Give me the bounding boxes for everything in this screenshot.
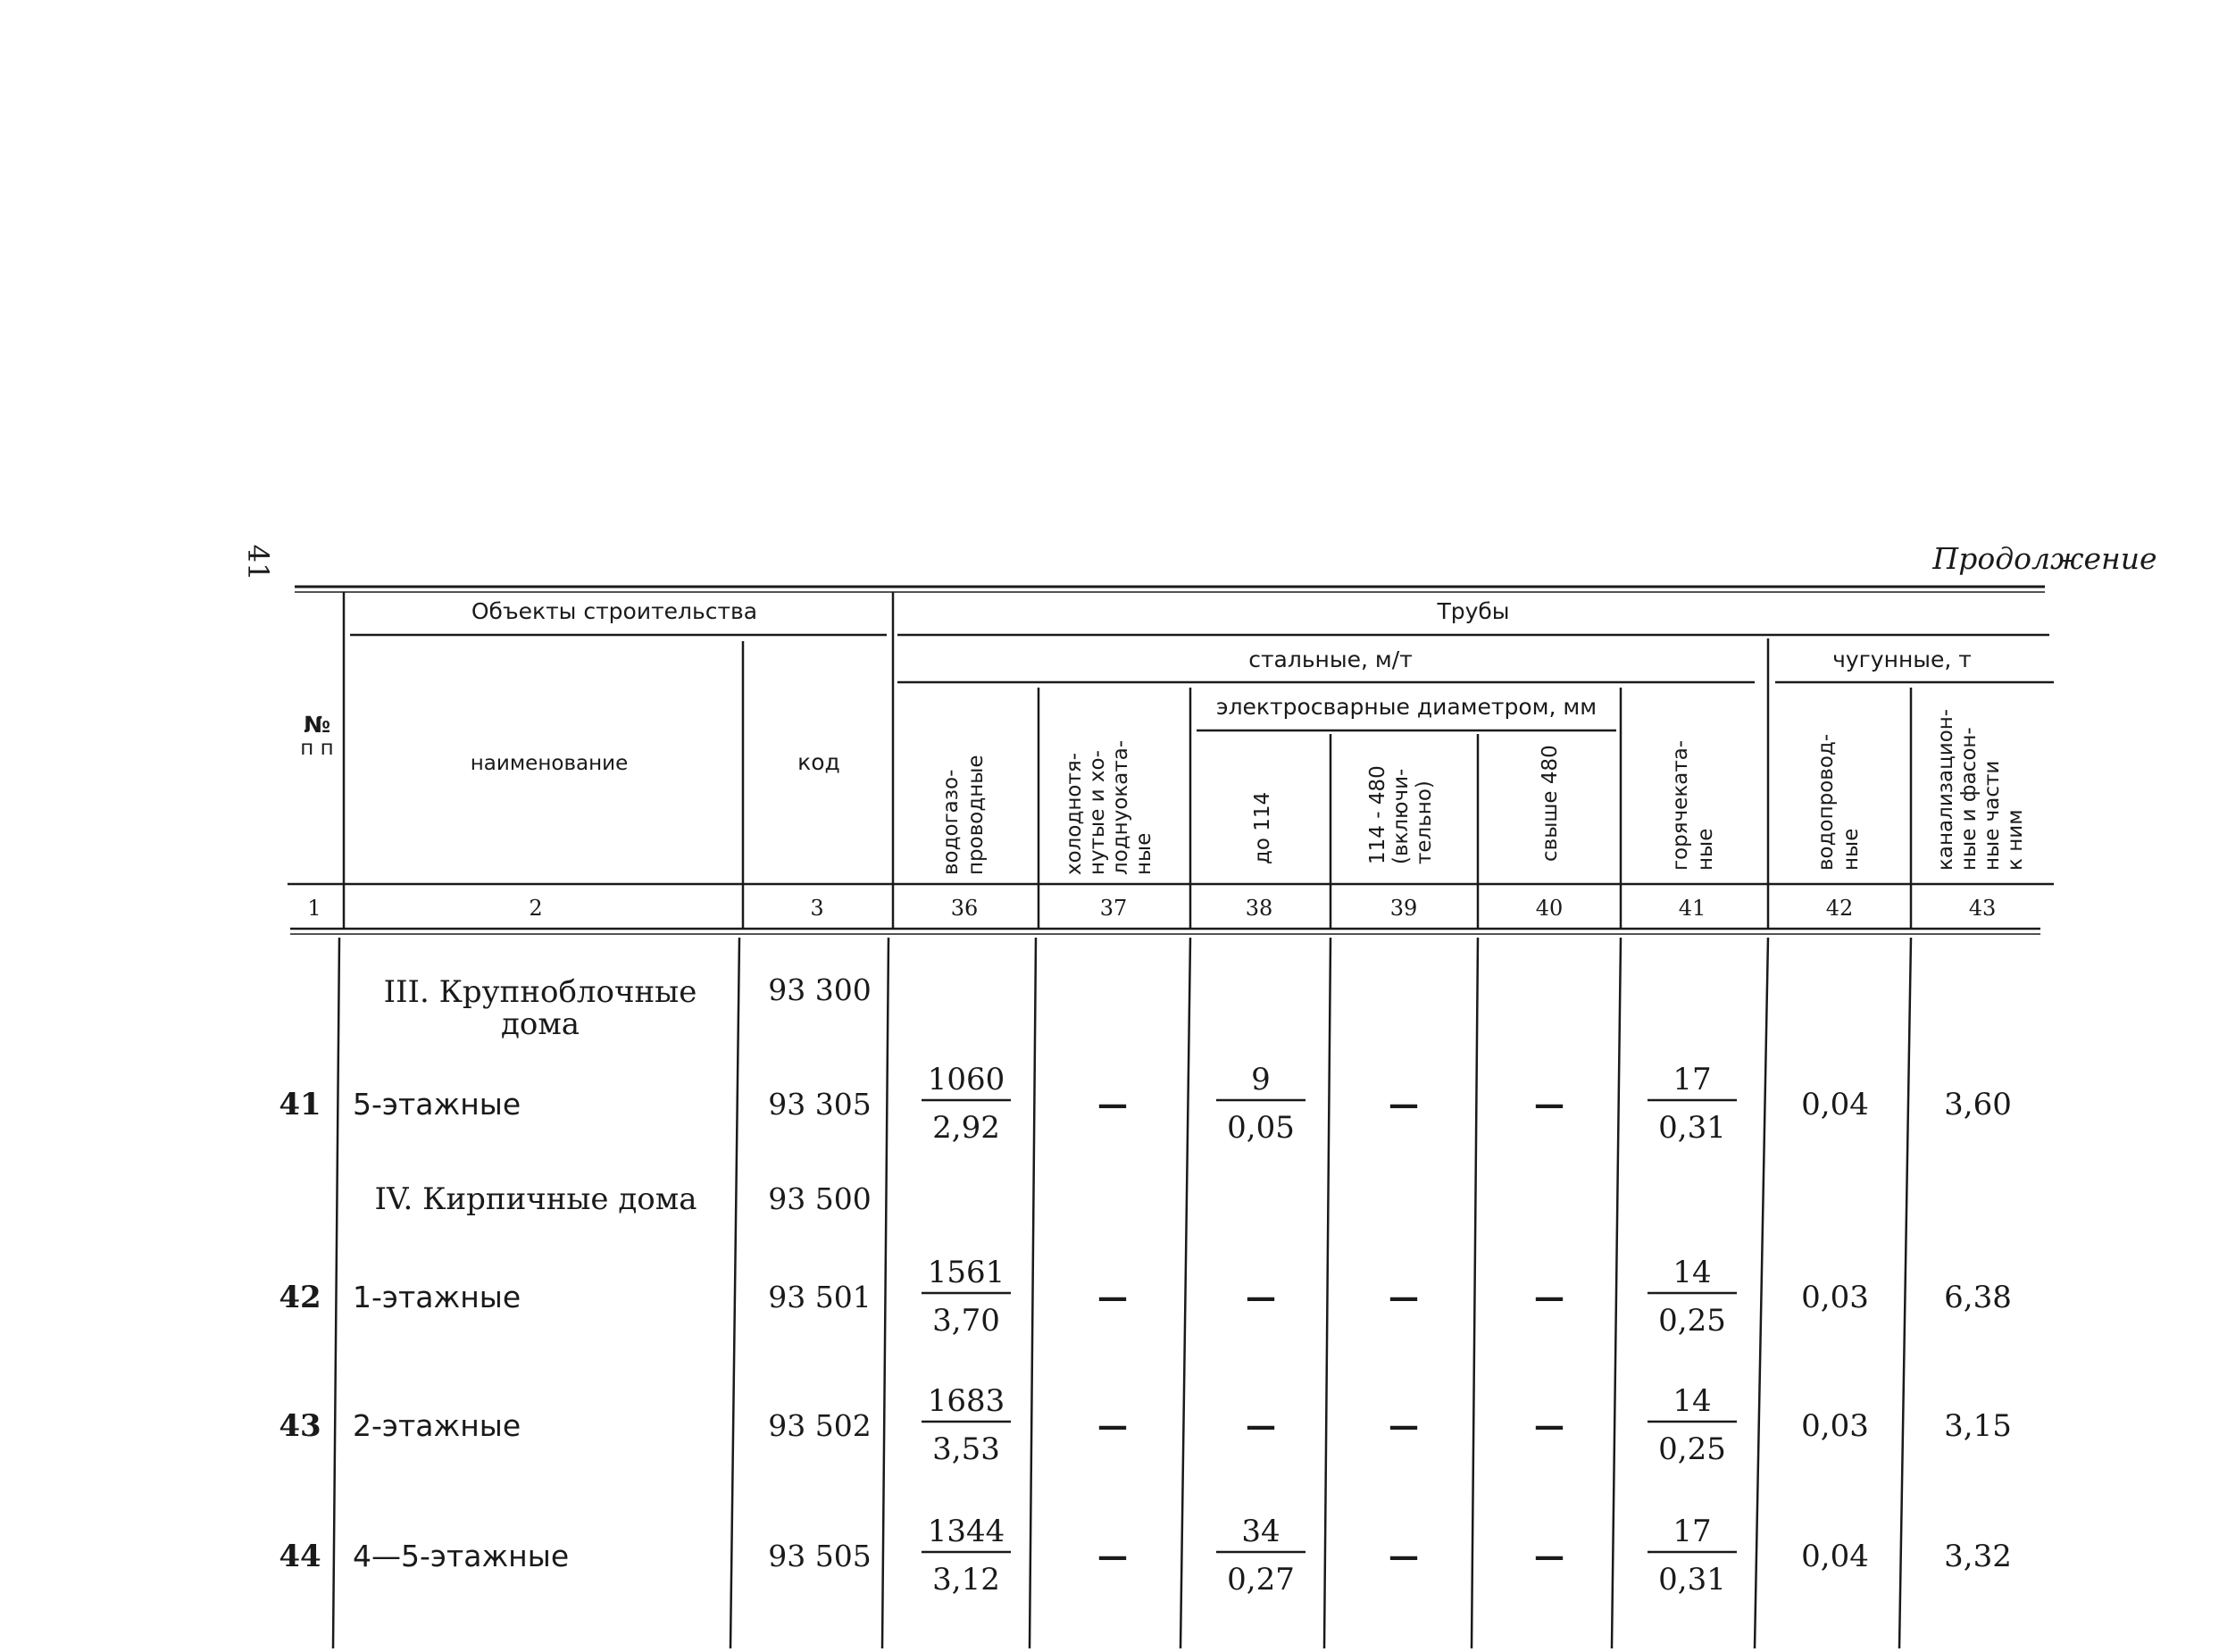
dash-cell: — [1097,1408,1128,1444]
dash-cell: — [1389,1539,1419,1574]
value-cell: 0,03 [1801,1280,1869,1315]
header-no-symbol: № [303,712,331,738]
fraction-denominator: 0,27 [1227,1562,1295,1598]
header-col43-line4: к ним [2004,809,2027,871]
col-number: 3 [810,896,824,921]
row-code: 93 502 [768,1408,872,1443]
table-rules [288,587,2054,1648]
row-number: 42 [279,1280,321,1315]
fraction-denominator: 0,05 [1227,1110,1295,1146]
dash-cell: — [1534,1280,1564,1315]
header-electrowelded-group: электросварные диаметром, мм [1215,694,1598,720]
fraction-numerator: 1060 [927,1062,1005,1097]
col-number: 39 [1389,896,1418,921]
fraction-denominator: 3,70 [932,1303,1000,1339]
fraction-denominator: 3,12 [932,1562,1000,1598]
value-cell: 3,60 [1944,1087,2012,1122]
continuation-label: Продолжение [1932,541,2157,576]
col-number: 37 [1099,896,1128,921]
col-number: 38 [1245,896,1273,921]
fraction-numerator: 1683 [927,1383,1005,1419]
header-col37-line1: холоднотя- [1063,752,1086,875]
table-body [279,1062,2012,1598]
section-heading: IV. Кирпичные дома [374,1181,697,1217]
row-name: 2-этажные [353,1408,521,1443]
fraction-numerator: 1344 [927,1514,1005,1549]
header-col39-line1: 114 - 480 [1366,765,1389,864]
row-code: 93 505 [768,1539,872,1573]
dash-cell: — [1534,1408,1564,1444]
dash-cell: — [1097,1539,1128,1574]
section-heading: III. Крупноблочные [383,974,697,1010]
dash-cell: — [1246,1408,1276,1444]
header-col43-line3: ные части [1981,760,2004,871]
value-cell: 3,32 [1944,1539,2012,1574]
dash-cell: — [1097,1280,1128,1315]
fraction-numerator: 1561 [927,1255,1005,1290]
column-number-row [307,896,1996,921]
value-cell: 0,03 [1801,1408,1869,1444]
row-name: 5-этажные [353,1087,521,1122]
dash-cell: — [1389,1280,1419,1315]
header-col37-line4: ные [1132,832,1155,875]
section-heading: дома [500,1006,580,1042]
col-number: 43 [1968,896,1997,921]
value-cell: 0,04 [1801,1087,1869,1122]
col-number: 42 [1825,896,1854,921]
header-cast-iron-group: чугунные, т [1832,647,1972,672]
fraction-denominator: 0,31 [1658,1110,1726,1146]
header-no-label: п п [300,737,334,760]
header-col41-line2: ные [1694,828,1717,871]
fraction-numerator: 17 [1673,1062,1712,1097]
col-number: 41 [1678,896,1706,921]
fraction-denominator: 0,31 [1658,1562,1726,1598]
col-number: 2 [529,896,543,921]
header-steel-group: стальные, м/т [1248,647,1413,672]
fraction-denominator: 0,25 [1658,1431,1726,1467]
row-number: 41 [279,1087,321,1122]
header-col37-line2: нутые и хо- [1086,750,1109,875]
dash-cell: — [1534,1539,1564,1574]
header-col38: до 114 [1251,791,1274,864]
header-col36-line1: водогазо- [939,769,963,875]
dash-cell: — [1097,1087,1128,1122]
header-col43-line1: канализацион- [1934,708,1957,871]
header-objects-group: Объекты строительства [471,598,758,624]
header-col39-line2: (включи- [1389,768,1413,864]
value-cell: 3,15 [1944,1408,2012,1444]
header-code-col: код [797,749,840,775]
header-name-col: наименование [470,752,629,775]
col-number: 1 [307,896,321,921]
section-code: 93 500 [768,1181,872,1216]
header-col41-line1: горячеката- [1669,739,1692,871]
col-number: 36 [950,896,979,921]
fraction-numerator: 17 [1673,1514,1712,1549]
value-cell: 0,04 [1801,1539,1869,1574]
value-cell: 6,38 [1944,1280,2012,1315]
dash-cell: — [1389,1408,1419,1444]
row-code: 93 305 [768,1087,872,1122]
header-col42-line1: водопровод- [1814,733,1838,871]
fraction-denominator: 0,25 [1658,1303,1726,1339]
header-col37-line3: лоднуоката- [1109,739,1132,875]
fraction-denominator: 2,92 [932,1110,1000,1146]
dash-cell: — [1389,1087,1419,1122]
page-number: 41 [241,544,275,581]
col-number: 40 [1535,896,1564,921]
fraction-numerator: 14 [1673,1383,1712,1419]
row-number: 44 [279,1539,321,1574]
row-code: 93 501 [768,1280,872,1314]
fraction-numerator: 34 [1241,1514,1281,1549]
dash-cell: — [1534,1087,1564,1122]
header-col40: свыше 480 [1539,745,1562,862]
header-pipes-group: Трубы [1437,598,1510,624]
row-name: 1-этажные [353,1280,521,1314]
dash-cell: — [1246,1280,1276,1315]
row-number: 43 [279,1408,321,1444]
fraction-denominator: 3,53 [932,1431,1000,1467]
header-col42-line2: ные [1839,828,1863,871]
row-name: 4—5-этажные [353,1539,570,1573]
section-code: 93 300 [768,972,872,1007]
header-col39-line3: тельно) [1413,780,1436,864]
fraction-numerator: 9 [1251,1062,1271,1097]
header-col36-line2: проводные [964,755,988,875]
fraction-numerator: 14 [1673,1255,1712,1290]
header-col43-line2: ные и фасон- [1957,727,1981,871]
